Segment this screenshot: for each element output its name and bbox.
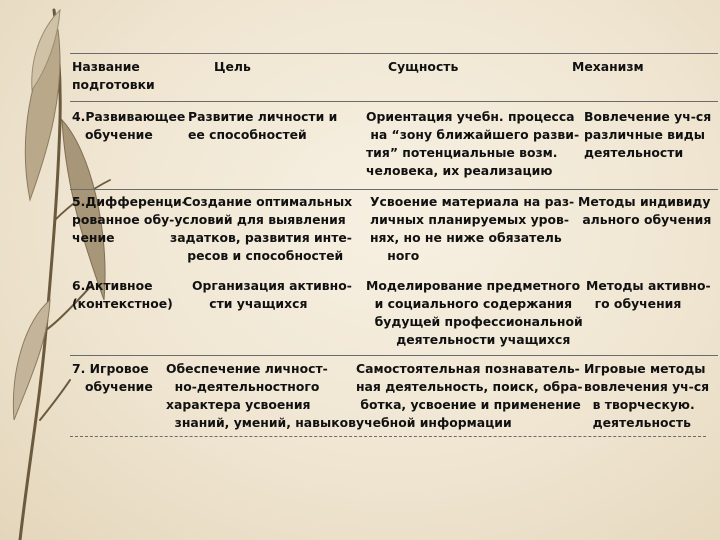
- row-5-goal: Создание оптимальных условий для выявления задатков, развития инте- ресов и способностей: [170, 194, 353, 263]
- row-6-mechanism: Методы активно- го обучения: [586, 278, 711, 311]
- row-separator: [70, 189, 718, 190]
- row-7-essence: Самостоятельная познаватель- ная деятельность, поиск, обра- ботка, усвоение и применение учебной информации: [356, 361, 583, 430]
- row-5-name: 5.Дифференци- рованное обу- чение: [72, 194, 187, 245]
- row-5-mechanism: Методы индивиду ального обучения: [578, 194, 712, 227]
- row-4-mechanism: Вовлечение уч-ся различные виды деятельности: [584, 109, 712, 160]
- header-mechanism: Механизм: [572, 59, 644, 74]
- row-4-goal: Развитие личности и ее способностей: [188, 109, 338, 142]
- row-7-name: 7. Игровое обучение: [72, 361, 153, 394]
- header-name: Название подготовки: [72, 59, 155, 92]
- row-separator: [70, 355, 718, 356]
- row-4-name: 4.Развивающее обучение: [72, 109, 186, 142]
- row-7-mechanism: Игровые методы вовлечения уч-ся в творческую. деятельность: [584, 361, 710, 430]
- row-6-goal: Организация активно- сти учащихся: [192, 278, 352, 311]
- header-goal: Цель: [214, 59, 251, 74]
- header-top-rule: [70, 53, 718, 54]
- row-6-essence: Моделирование предметного и социального содержания будущей профессиональной деятельности учащихся: [366, 278, 583, 347]
- row-5-essence: Усвоение материала на раз- личных планируемых уров- нях, но не ниже обязатель ного: [370, 194, 575, 263]
- row-4-essence: Ориентация учебн. процесса на “зону ближайшего разви- тия” потенциальные возм. человека, их реализацию: [366, 109, 580, 178]
- row-6-name: 6.Активное (контекстное): [72, 278, 173, 311]
- header-essence: Сущность: [388, 59, 459, 74]
- table-bottom-rule: [70, 436, 706, 437]
- row-7-goal: Обеспечение личност- но-деятельностного характера усвоения знаний, умений, навыков: [166, 361, 356, 430]
- header-bottom-rule: [70, 101, 718, 102]
